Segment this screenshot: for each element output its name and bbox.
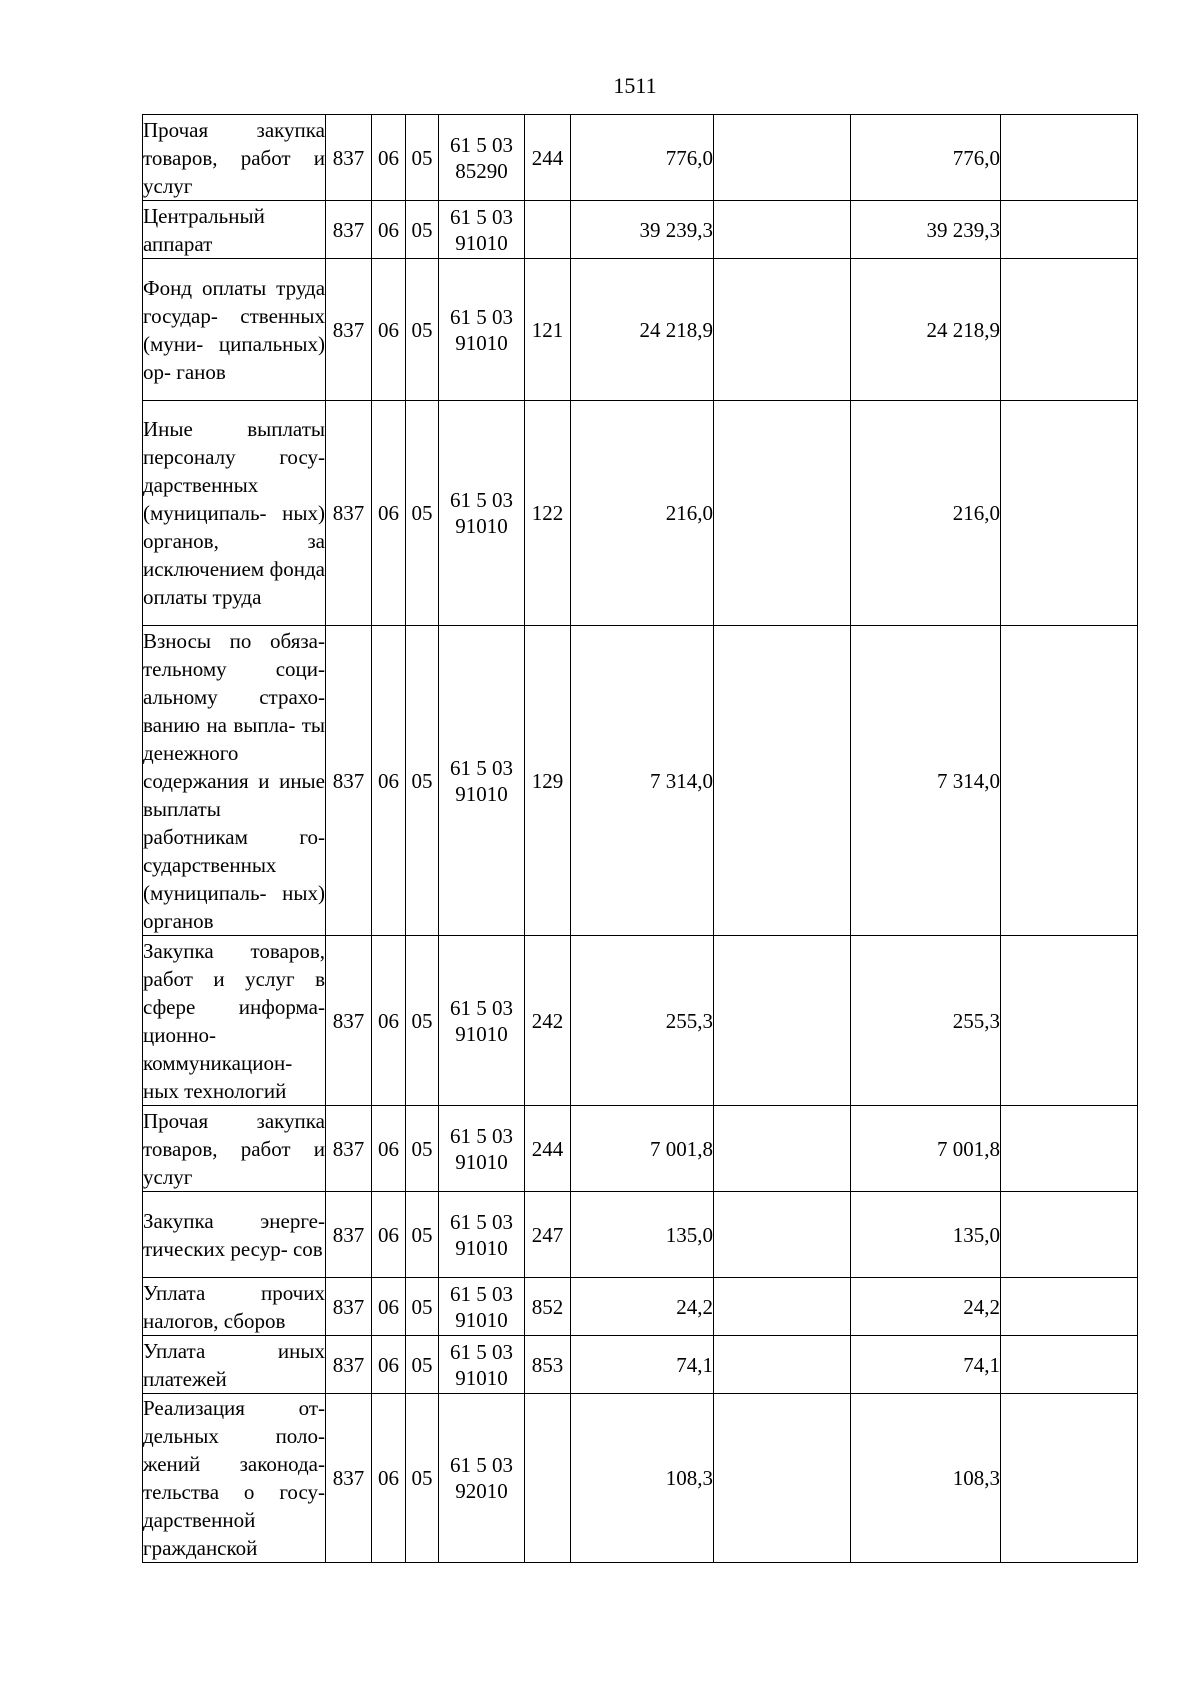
cell-description <box>143 1192 326 1278</box>
description-line: альному страхо- <box>143 684 325 709</box>
target-article-line: 91010 <box>455 230 508 255</box>
description-line: Взносы по обяза- <box>143 628 325 653</box>
cell-expense-type <box>525 1394 571 1563</box>
target-article-line: 91010 <box>455 330 508 355</box>
description-line: жений законода- <box>143 1452 325 1476</box>
description-line: Уплата иных <box>143 1338 325 1363</box>
table-row <box>143 1336 1138 1394</box>
cell-section-code: 06 <box>372 1192 406 1278</box>
target-article-line: 91010 <box>455 1365 508 1390</box>
target-article-line: 61 5 03 <box>450 1123 513 1148</box>
description-line: сов <box>292 1236 323 1261</box>
cell-amount: 108,3 <box>571 1394 714 1563</box>
cell-empty <box>1001 201 1138 259</box>
cell-target-article <box>439 1106 525 1192</box>
cell-expense-type: 244 <box>525 115 571 201</box>
cell-section-code: 06 <box>372 259 406 401</box>
cell-target-article <box>439 1336 525 1394</box>
description-line: ных технологий <box>143 1078 287 1103</box>
target-article-line: 92010 <box>455 1479 508 1503</box>
cell-empty <box>714 115 851 201</box>
cell-subsection-code: 05 <box>406 1394 439 1563</box>
cell-section-code: 06 <box>372 1336 406 1394</box>
description-line: труда государ- <box>143 275 326 328</box>
cell-empty <box>714 626 851 936</box>
cell-ministry-code: 837 <box>326 401 372 626</box>
target-article-line: 85290 <box>455 158 508 183</box>
cell-empty <box>714 201 851 259</box>
description-line: тических ресур- <box>143 1236 288 1261</box>
target-article-line: 61 5 03 <box>450 1453 513 1477</box>
table-body <box>143 115 1138 1563</box>
cell-target-article <box>439 1192 525 1278</box>
cell-empty <box>1001 626 1138 936</box>
description-line: ционно- <box>143 1022 216 1047</box>
cell-empty <box>1001 1192 1138 1278</box>
budget-table <box>142 114 1138 1563</box>
cell-expense-type <box>525 201 571 259</box>
target-article-line: 61 5 03 <box>450 304 513 329</box>
table-row <box>143 1106 1138 1192</box>
description-line: дельных поло- <box>143 1424 325 1448</box>
cell-empty <box>714 1394 851 1563</box>
description-line: иные выплаты <box>143 768 325 821</box>
cell-description <box>143 1106 326 1192</box>
cell-section-code: 06 <box>372 936 406 1106</box>
cell-target-article <box>439 115 525 201</box>
cell-target-article <box>439 259 525 401</box>
description-line: ных) органов, за <box>143 501 325 553</box>
cell-amount-total: 108,3 <box>851 1394 1001 1563</box>
target-article-line: 91010 <box>455 1235 508 1260</box>
cell-empty <box>1001 115 1138 201</box>
cell-expense-type: 852 <box>525 1278 571 1336</box>
cell-subsection-code: 05 <box>406 401 439 626</box>
table-row <box>143 1394 1138 1563</box>
cell-description <box>143 936 326 1106</box>
target-article-line: 91010 <box>455 1021 508 1046</box>
target-article-line: 91010 <box>455 514 508 538</box>
cell-subsection-code: 05 <box>406 1336 439 1394</box>
cell-ministry-code: 837 <box>326 1192 372 1278</box>
cell-subsection-code: 05 <box>406 1192 439 1278</box>
target-article-line: 61 5 03 <box>450 132 513 157</box>
target-article-line: 61 5 03 <box>450 1209 513 1234</box>
cell-amount: 24,2 <box>571 1278 714 1336</box>
cell-section-code: 06 <box>372 201 406 259</box>
description-line: услуг <box>143 1164 193 1189</box>
description-line: труда <box>212 585 262 609</box>
description-line: фонда оплаты <box>143 557 325 609</box>
description-line: Центральный <box>143 203 265 228</box>
cell-description <box>143 1394 326 1563</box>
target-article-line: 61 5 03 <box>450 204 513 229</box>
table-row <box>143 115 1138 201</box>
table-row <box>143 1192 1138 1278</box>
cell-amount-total: 135,0 <box>851 1192 1001 1278</box>
cell-expense-type: 853 <box>525 1336 571 1394</box>
cell-ministry-code: 837 <box>326 1394 372 1563</box>
cell-ministry-code: 837 <box>326 626 372 936</box>
target-article-line: 61 5 03 <box>450 995 513 1020</box>
table-row <box>143 259 1138 401</box>
table-row <box>143 1278 1138 1336</box>
cell-amount-total: 24,2 <box>851 1278 1001 1336</box>
cell-description <box>143 201 326 259</box>
cell-expense-type: 242 <box>525 936 571 1106</box>
description-line: Прочая закупка <box>143 117 325 142</box>
cell-empty <box>714 1336 851 1394</box>
cell-amount: 74,1 <box>571 1336 714 1394</box>
description-line: исключением <box>143 557 265 581</box>
cell-amount: 255,3 <box>571 936 714 1106</box>
cell-target-article <box>439 626 525 936</box>
cell-description <box>143 1278 326 1336</box>
cell-ministry-code: 837 <box>326 201 372 259</box>
description-line: Закупка энерге- <box>143 1208 325 1233</box>
cell-subsection-code: 05 <box>406 115 439 201</box>
description-line: коммуникацион- <box>143 1050 293 1075</box>
cell-amount-total: 24 218,9 <box>851 259 1001 401</box>
cell-description <box>143 259 326 401</box>
description-line: работ и услуг в <box>143 966 325 991</box>
description-line: работникам го- <box>143 824 325 849</box>
cell-section-code: 06 <box>372 1394 406 1563</box>
description-line: Фонд оплаты <box>143 275 267 300</box>
description-line: товаров, работ и <box>143 1136 325 1161</box>
cell-target-article <box>439 936 525 1106</box>
cell-description <box>143 115 326 201</box>
cell-amount-total: 776,0 <box>851 115 1001 201</box>
cell-section-code: 06 <box>372 115 406 201</box>
cell-subsection-code: 05 <box>406 201 439 259</box>
cell-subsection-code: 05 <box>406 1278 439 1336</box>
cell-expense-type: 122 <box>525 401 571 626</box>
target-article-line: 61 5 03 <box>450 755 513 780</box>
cell-subsection-code: 05 <box>406 1106 439 1192</box>
cell-empty <box>714 1106 851 1192</box>
cell-target-article <box>439 1394 525 1563</box>
cell-empty <box>714 1278 851 1336</box>
description-line: (муниципаль- <box>143 880 267 905</box>
description-line: услуг <box>143 173 193 198</box>
cell-description <box>143 1336 326 1394</box>
description-line: ванию на выпла- <box>143 712 296 737</box>
cell-empty <box>714 936 851 1106</box>
description-line: содержания и <box>143 768 270 793</box>
description-line: персоналу госу- <box>143 445 325 469</box>
cell-amount-total: 7 314,0 <box>851 626 1001 936</box>
cell-amount: 776,0 <box>571 115 714 201</box>
cell-amount-total: 39 239,3 <box>851 201 1001 259</box>
cell-amount-total: 7 001,8 <box>851 1106 1001 1192</box>
cell-empty <box>1001 936 1138 1106</box>
target-article-line: 91010 <box>455 781 508 806</box>
cell-amount: 7 001,8 <box>571 1106 714 1192</box>
description-line: сударственных <box>143 852 277 877</box>
cell-expense-type: 121 <box>525 259 571 401</box>
target-article-line: 91010 <box>455 1149 508 1174</box>
table-row <box>143 401 1138 626</box>
cell-section-code: 06 <box>372 1106 406 1192</box>
description-line: ты денежного <box>143 712 326 765</box>
cell-target-article <box>439 201 525 259</box>
description-line: Прочая закупка <box>143 1108 325 1133</box>
description-line: ципальных) ор- <box>143 331 325 384</box>
cell-ministry-code: 837 <box>326 1336 372 1394</box>
target-article-line: 61 5 03 <box>450 1281 513 1306</box>
cell-amount: 216,0 <box>571 401 714 626</box>
cell-empty <box>714 1192 851 1278</box>
description-line: Закупка товаров, <box>143 938 325 963</box>
cell-empty <box>1001 401 1138 626</box>
description-line: Иные выплаты <box>143 417 325 441</box>
cell-ministry-code: 837 <box>326 936 372 1106</box>
cell-empty <box>714 259 851 401</box>
cell-description <box>143 401 326 626</box>
description-line: товаров, работ и <box>143 145 325 170</box>
cell-amount: 7 314,0 <box>571 626 714 936</box>
cell-amount-total: 255,3 <box>851 936 1001 1106</box>
description-line: гражданской <box>143 1536 258 1560</box>
cell-subsection-code: 05 <box>406 936 439 1106</box>
description-line: тельному соци- <box>143 656 325 681</box>
cell-ministry-code: 837 <box>326 1278 372 1336</box>
description-line: дарственной <box>143 1508 256 1532</box>
description-line: платежей <box>143 1366 227 1391</box>
cell-empty <box>1001 1394 1138 1563</box>
description-line: (муниципаль- <box>143 501 267 525</box>
table-row <box>143 201 1138 259</box>
cell-description <box>143 626 326 936</box>
cell-ministry-code: 837 <box>326 259 372 401</box>
cell-empty <box>1001 1106 1138 1192</box>
table-row <box>143 626 1138 936</box>
cell-expense-type: 129 <box>525 626 571 936</box>
cell-amount-total: 74,1 <box>851 1336 1001 1394</box>
cell-empty <box>1001 259 1138 401</box>
description-line: налогов, сборов <box>143 1308 286 1333</box>
description-line: ганов <box>176 359 226 384</box>
target-article-line: 61 5 03 <box>450 488 513 512</box>
cell-target-article <box>439 1278 525 1336</box>
description-line: Уплата прочих <box>143 1280 325 1305</box>
cell-section-code: 06 <box>372 1278 406 1336</box>
cell-section-code: 06 <box>372 626 406 936</box>
table-row <box>143 936 1138 1106</box>
cell-target-article <box>439 401 525 626</box>
description-line: аппарат <box>143 231 213 256</box>
cell-ministry-code: 837 <box>326 1106 372 1192</box>
target-article-line: 91010 <box>455 1307 508 1332</box>
description-line: Реализация от- <box>143 1396 325 1420</box>
cell-expense-type: 244 <box>525 1106 571 1192</box>
target-article-line: 61 5 03 <box>450 1339 513 1364</box>
cell-empty <box>1001 1336 1138 1394</box>
cell-subsection-code: 05 <box>406 259 439 401</box>
cell-empty <box>1001 1278 1138 1336</box>
description-line: сфере информа- <box>143 994 325 1019</box>
cell-amount: 135,0 <box>571 1192 714 1278</box>
description-line: дарственных <box>143 473 259 497</box>
cell-amount: 39 239,3 <box>571 201 714 259</box>
page-number: 1511 <box>613 73 657 98</box>
cell-subsection-code: 05 <box>406 626 439 936</box>
cell-ministry-code: 837 <box>326 115 372 201</box>
description-line: тельства о госу- <box>143 1480 325 1504</box>
cell-empty <box>714 401 851 626</box>
description-line: ственных (муни- <box>143 303 325 356</box>
cell-amount-total: 216,0 <box>851 401 1001 626</box>
cell-expense-type: 247 <box>525 1192 571 1278</box>
cell-amount: 24 218,9 <box>571 259 714 401</box>
description-line: ных) органов <box>143 880 325 933</box>
cell-section-code: 06 <box>372 401 406 626</box>
